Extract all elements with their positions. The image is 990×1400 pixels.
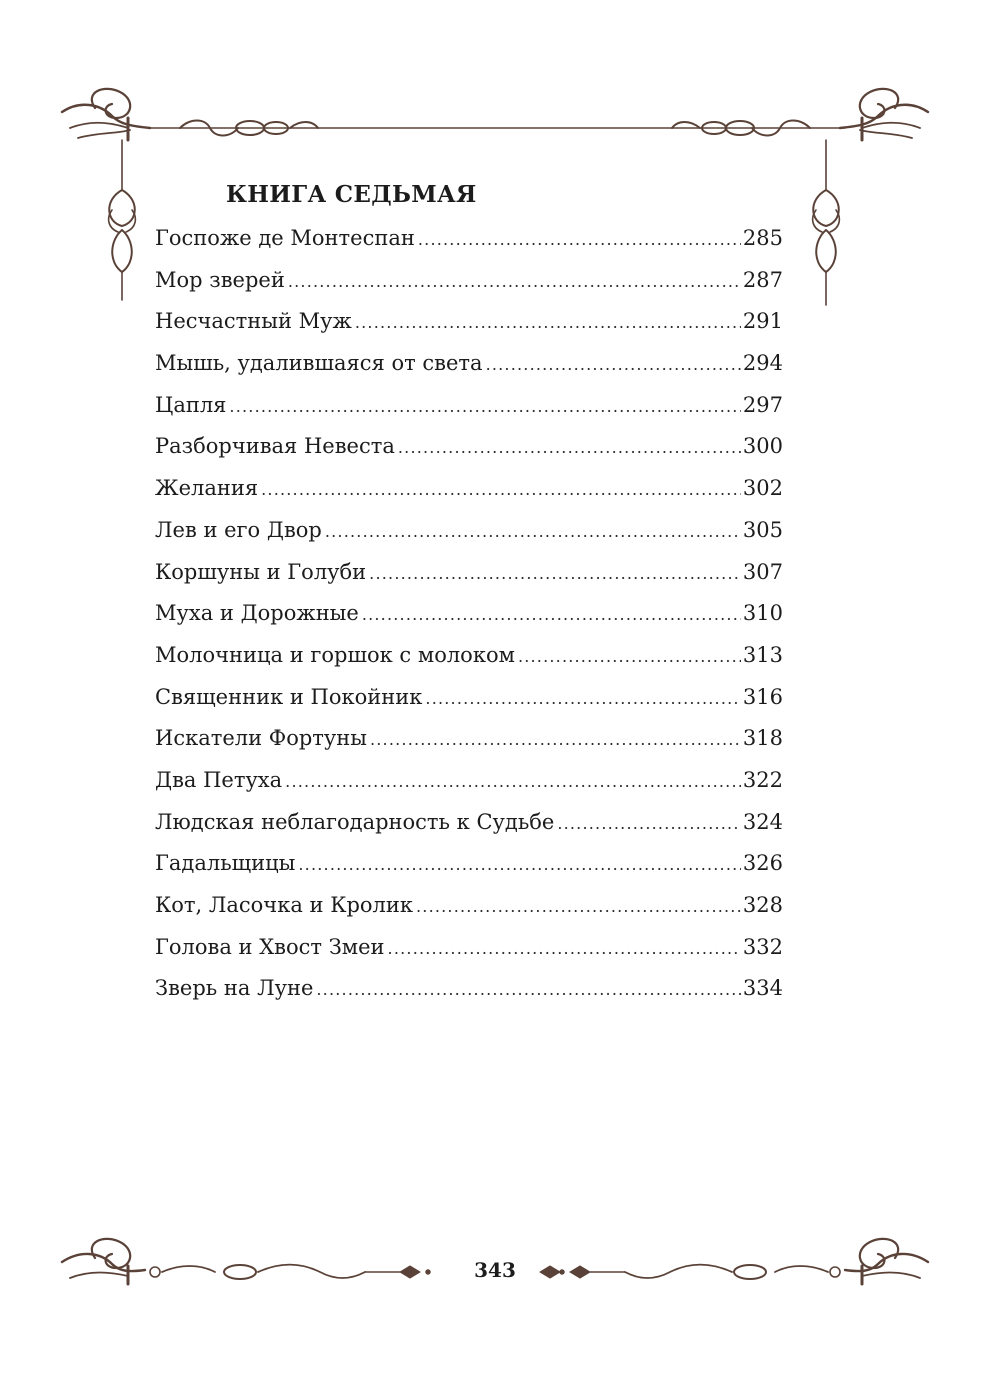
dot-leader: [370, 730, 741, 749]
toc-entry: [155, 601, 783, 643]
toc-entry-title: Цапля: [155, 392, 227, 417]
toc-entry-title: Молочница и горшок с молоком: [155, 642, 515, 667]
toc-entry-title: Голова и Хвост Змеи: [155, 934, 385, 959]
toc-entry-page: 332: [742, 934, 783, 959]
toc-entry: [155, 393, 783, 435]
dot-leader: [298, 855, 741, 874]
toc-entry-page: 291: [742, 309, 783, 334]
toc-entry-page: 287: [742, 267, 783, 292]
toc-entry: [155, 518, 783, 560]
toc-entry-page: 297: [742, 392, 783, 417]
toc-entry: [155, 976, 783, 1018]
toc-entry-page: 324: [742, 809, 783, 834]
toc-entry: [155, 226, 783, 268]
dot-leader: [518, 647, 741, 666]
toc-entry-page: 328: [742, 893, 783, 917]
dot-leader: [288, 272, 741, 291]
toc-entry-title: Мышь, удалившаяся от света: [155, 351, 483, 376]
toc-entry: [155, 309, 783, 351]
toc-entry-title: Мор зверей: [155, 267, 285, 292]
toc-entry-title: Кот, Ласочка и Кролик: [155, 893, 413, 917]
dot-leader: [425, 689, 741, 708]
dot-leader: [316, 980, 741, 999]
dot-leader: [229, 397, 740, 416]
toc-entry-title: Искатели Фортуны: [155, 726, 367, 751]
table-of-contents: [155, 226, 783, 1018]
toc-entry-title: Несчастный Муж: [155, 309, 352, 334]
toc-entry-page: 285: [742, 226, 783, 250]
dot-leader: [362, 605, 741, 624]
dot-leader: [261, 480, 741, 499]
dot-leader: [285, 772, 741, 791]
toc-entry: [155, 685, 783, 727]
toc-entry: [155, 893, 783, 935]
toc-entry-page: 313: [742, 642, 783, 667]
toc-entry-page: 316: [742, 684, 783, 709]
toc-entry: [155, 268, 783, 310]
toc-entry: [155, 643, 783, 685]
toc-entry-page: 318: [742, 726, 783, 751]
toc-entry-page: 305: [742, 517, 783, 542]
section-heading: КНИГА СЕДЬМАЯ: [226, 181, 477, 208]
dot-leader: [557, 814, 741, 833]
toc-entry-page: 334: [742, 976, 783, 1001]
toc-entry-page: 322: [742, 767, 783, 792]
toc-entry-page: 302: [742, 476, 783, 501]
toc-entry: [155, 434, 783, 476]
dot-leader: [325, 522, 741, 541]
dot-leader: [398, 438, 741, 457]
toc-entry: [155, 810, 783, 852]
dot-leader: [369, 564, 741, 583]
dot-leader: [388, 939, 741, 958]
toc-entry-page: 294: [742, 351, 783, 376]
toc-entry-title: Гадальщицы: [155, 851, 296, 876]
toc-entry: [155, 768, 783, 810]
toc-entry-title: Разборчивая Невеста: [155, 434, 395, 459]
toc-entry-page: 300: [742, 434, 783, 459]
page-number: 343: [474, 1258, 516, 1282]
toc-entry: [155, 726, 783, 768]
toc-entry: [155, 560, 783, 602]
dot-leader: [418, 230, 741, 249]
toc-entry-page: 310: [742, 601, 783, 626]
toc-entry: [155, 935, 783, 977]
toc-entry-title: Людская неблагодарность к Судьбе: [155, 809, 555, 834]
dot-leader: [416, 897, 741, 916]
toc-entry-page: 326: [742, 851, 783, 876]
toc-entry: [155, 851, 783, 893]
toc-entry-title: Два Петуха: [155, 767, 283, 792]
toc-entry-title: Муха и Дорожные: [155, 601, 359, 626]
toc-entry-title: Госпоже де Монтеспан: [155, 226, 415, 250]
toc-entry-title: Лев и его Двор: [155, 517, 322, 542]
toc-entry-title: Коршуны и Голуби: [155, 559, 367, 584]
toc-entry-title: Священник и Покойник: [155, 684, 423, 709]
dot-leader: [486, 355, 741, 374]
toc-entry-page: 307: [742, 559, 783, 584]
toc-entry-title: Зверь на Луне: [155, 976, 314, 1001]
toc-entry: [155, 351, 783, 393]
toc-entry: [155, 476, 783, 518]
dot-leader: [355, 313, 741, 332]
toc-entry-title: Желания: [155, 476, 259, 501]
